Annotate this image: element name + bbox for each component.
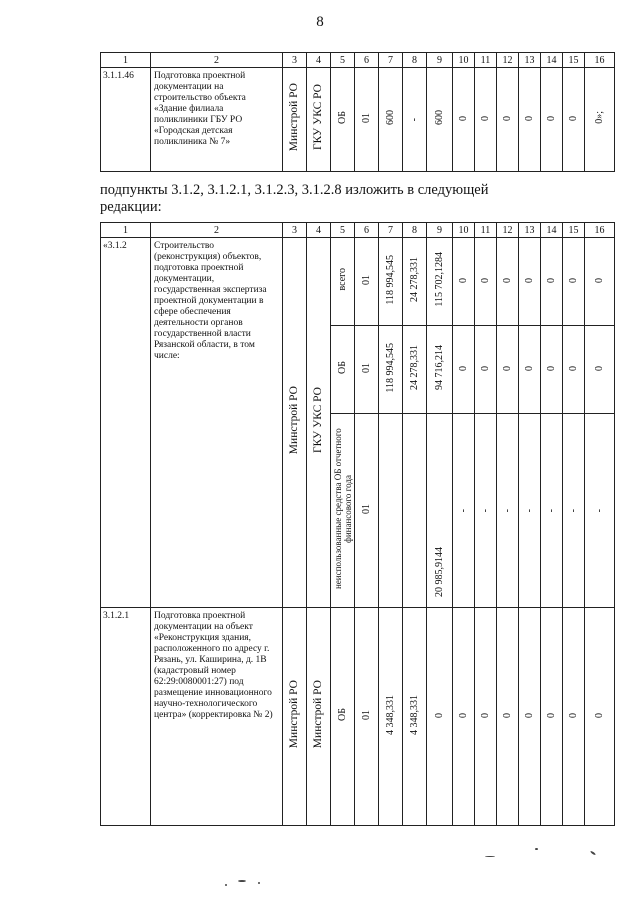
code-cell: 01 bbox=[361, 362, 372, 373]
code-cell: 01 bbox=[361, 274, 372, 285]
header-cell: 7 bbox=[379, 223, 403, 238]
item-code: «3.1.2 bbox=[101, 238, 151, 608]
header-cell: 8 bbox=[403, 53, 427, 68]
value-cell: 0 bbox=[434, 713, 445, 718]
value-cell: 0 bbox=[524, 366, 535, 371]
scan-speck bbox=[225, 884, 227, 886]
value-cell: 0 bbox=[502, 713, 513, 718]
value-cell: 0 bbox=[458, 278, 469, 283]
value-cell: 24 278,331 bbox=[409, 345, 420, 390]
table-row bbox=[101, 608, 615, 826]
table-subitems-3-1-2 bbox=[100, 222, 615, 826]
header-cell: 12 bbox=[497, 53, 519, 68]
value-cell: 0 bbox=[480, 713, 491, 718]
value-cell: - bbox=[502, 508, 513, 512]
value-cell: 0 bbox=[546, 116, 557, 121]
value-cell: 0 bbox=[524, 713, 535, 718]
value-cell: - bbox=[524, 508, 535, 512]
header-cell: 6 bbox=[355, 53, 379, 68]
scan-speck bbox=[535, 848, 538, 850]
code-cell: 01 bbox=[361, 709, 372, 720]
header-cell: 11 bbox=[475, 53, 497, 68]
value-cell: 0 bbox=[546, 713, 557, 718]
funding-source-cell: ОБ bbox=[337, 361, 348, 374]
code-cell: 01 bbox=[361, 503, 372, 514]
value-cell: 0»; bbox=[594, 111, 605, 124]
value-cell: 4 348,331 bbox=[385, 694, 396, 735]
header-cell: 6 bbox=[355, 223, 379, 238]
scan-speck bbox=[258, 882, 260, 884]
header-cell: 3 bbox=[283, 223, 307, 238]
value-cell: - bbox=[458, 508, 469, 512]
header-cell: 4 bbox=[307, 223, 331, 238]
table-header-row bbox=[101, 223, 615, 238]
value-cell: 0 bbox=[594, 366, 605, 371]
header-cell: 8 bbox=[403, 223, 427, 238]
amendment-text-continued: редакции: bbox=[100, 199, 162, 215]
amendment-text: подпункты 3.1.2, 3.1.2.1, 3.1.2.3, 3.1.2.8 изложить в следующей bbox=[100, 182, 489, 198]
item-name: Подготовка проектной документации на объект «Реконструкция здания, расположенного по адресу г. Рязань, ул. Каширина, д. 1В (кадастровый номер 62:29:0080001:27) под размещение инновационного научно-технологического центра» (корректировка № 2) bbox=[151, 608, 283, 826]
value-cell: - bbox=[480, 508, 491, 512]
page-number: 8 bbox=[316, 14, 324, 30]
value-cell: 0 bbox=[546, 278, 557, 283]
table-row bbox=[101, 68, 615, 172]
header-cell: 13 bbox=[519, 223, 541, 238]
value-cell: 115 702,1284 bbox=[434, 252, 445, 307]
value-cell: - bbox=[594, 508, 605, 512]
header-cell: 16 bbox=[585, 223, 615, 238]
value-cell: 94 716,214 bbox=[434, 345, 445, 390]
value-cell: 0 bbox=[502, 116, 513, 121]
header-cell: 1 bbox=[101, 53, 151, 68]
executor-cell: Минстрой РО bbox=[288, 83, 300, 152]
header-cell: 9 bbox=[427, 223, 453, 238]
value-cell: - bbox=[568, 508, 579, 512]
value-cell: 24 278,331 bbox=[409, 257, 420, 302]
funding-source-cell: ОБ bbox=[337, 111, 348, 124]
table-header-row bbox=[101, 53, 615, 68]
header-cell: 14 bbox=[541, 53, 563, 68]
scan-speck bbox=[590, 850, 596, 855]
scan-speck bbox=[238, 880, 246, 882]
item-code: 3.1.1.46 bbox=[101, 68, 151, 172]
header-cell: 13 bbox=[519, 53, 541, 68]
value-cell: 0 bbox=[502, 366, 513, 371]
header-cell: 9 bbox=[427, 53, 453, 68]
value-cell: 0 bbox=[480, 116, 491, 121]
value-cell: 0 bbox=[502, 278, 513, 283]
value-cell: - bbox=[409, 117, 420, 121]
value-cell: 0 bbox=[568, 366, 579, 371]
value-cell: 0 bbox=[594, 713, 605, 718]
value-cell: 0 bbox=[524, 278, 535, 283]
value-cell: 600 bbox=[385, 110, 396, 125]
executor-cell: Минстрой РО bbox=[288, 680, 300, 749]
value-cell: 0 bbox=[458, 366, 469, 371]
funding-source-cell: неиспользованные средства ОБ отчетного финансового года bbox=[332, 428, 353, 589]
header-cell: 14 bbox=[541, 223, 563, 238]
value-cell: 0 bbox=[568, 278, 579, 283]
header-cell: 11 bbox=[475, 223, 497, 238]
coexecutor-cell: Минстрой РО bbox=[312, 680, 324, 749]
value-cell: 0 bbox=[568, 713, 579, 718]
header-cell: 2 bbox=[151, 223, 283, 238]
header-cell: 15 bbox=[563, 53, 585, 68]
value-cell: - bbox=[546, 508, 557, 512]
value-cell: 0 bbox=[594, 278, 605, 283]
value-cell: 0 bbox=[480, 366, 491, 371]
header-cell: 7 bbox=[379, 53, 403, 68]
coexecutor-cell: ГКУ УКС РО bbox=[312, 84, 324, 151]
header-cell: 3 bbox=[283, 53, 307, 68]
header-cell: 4 bbox=[307, 53, 331, 68]
header-cell: 10 bbox=[453, 223, 475, 238]
item-name: Строительство (реконструкция) объектов, подготовка проектной документации, государственная экспертиза проектной документации в сфере обеспечения деятельности органов государственной власти Рязанской области, в том числе: bbox=[151, 238, 283, 608]
value-cell: 0 bbox=[524, 116, 535, 121]
value-cell: 0 bbox=[458, 713, 469, 718]
coexecutor-cell: ГКУ УКС РО bbox=[312, 387, 324, 454]
value-cell: 4 348,331 bbox=[409, 694, 420, 735]
item-code: 3.1.2.1 bbox=[101, 608, 151, 826]
table-subitem-3-1-1-46 bbox=[100, 52, 615, 172]
table-row bbox=[101, 238, 615, 326]
header-cell: 5 bbox=[331, 223, 355, 238]
value-cell: 20 985,9144 bbox=[434, 547, 445, 597]
item-name: Подготовка проектной документации на строительство объекта «Здание филиала поликлиники ГБУ РО «Городская детская поликлиника № 7» bbox=[151, 68, 283, 172]
value-cell: 118 994,545 bbox=[385, 342, 396, 393]
funding-source-cell: ОБ bbox=[337, 708, 348, 721]
header-cell: 5 bbox=[331, 53, 355, 68]
code-cell: 01 bbox=[361, 112, 372, 123]
funding-source-cell: всего bbox=[337, 268, 348, 291]
scan-speck bbox=[485, 856, 495, 857]
value-cell: 0 bbox=[458, 116, 469, 121]
executor-cell: Минстрой РО bbox=[288, 386, 300, 455]
value-cell: 0 bbox=[568, 116, 579, 121]
value-cell: 0 bbox=[546, 366, 557, 371]
header-cell: 2 bbox=[151, 53, 283, 68]
header-cell: 16 bbox=[585, 53, 615, 68]
value-cell: 0 bbox=[480, 278, 491, 283]
value-cell: 118 994,545 bbox=[385, 254, 396, 305]
header-cell: 1 bbox=[101, 223, 151, 238]
header-cell: 12 bbox=[497, 223, 519, 238]
header-cell: 10 bbox=[453, 53, 475, 68]
header-cell: 15 bbox=[563, 223, 585, 238]
value-cell: 600 bbox=[434, 110, 445, 125]
